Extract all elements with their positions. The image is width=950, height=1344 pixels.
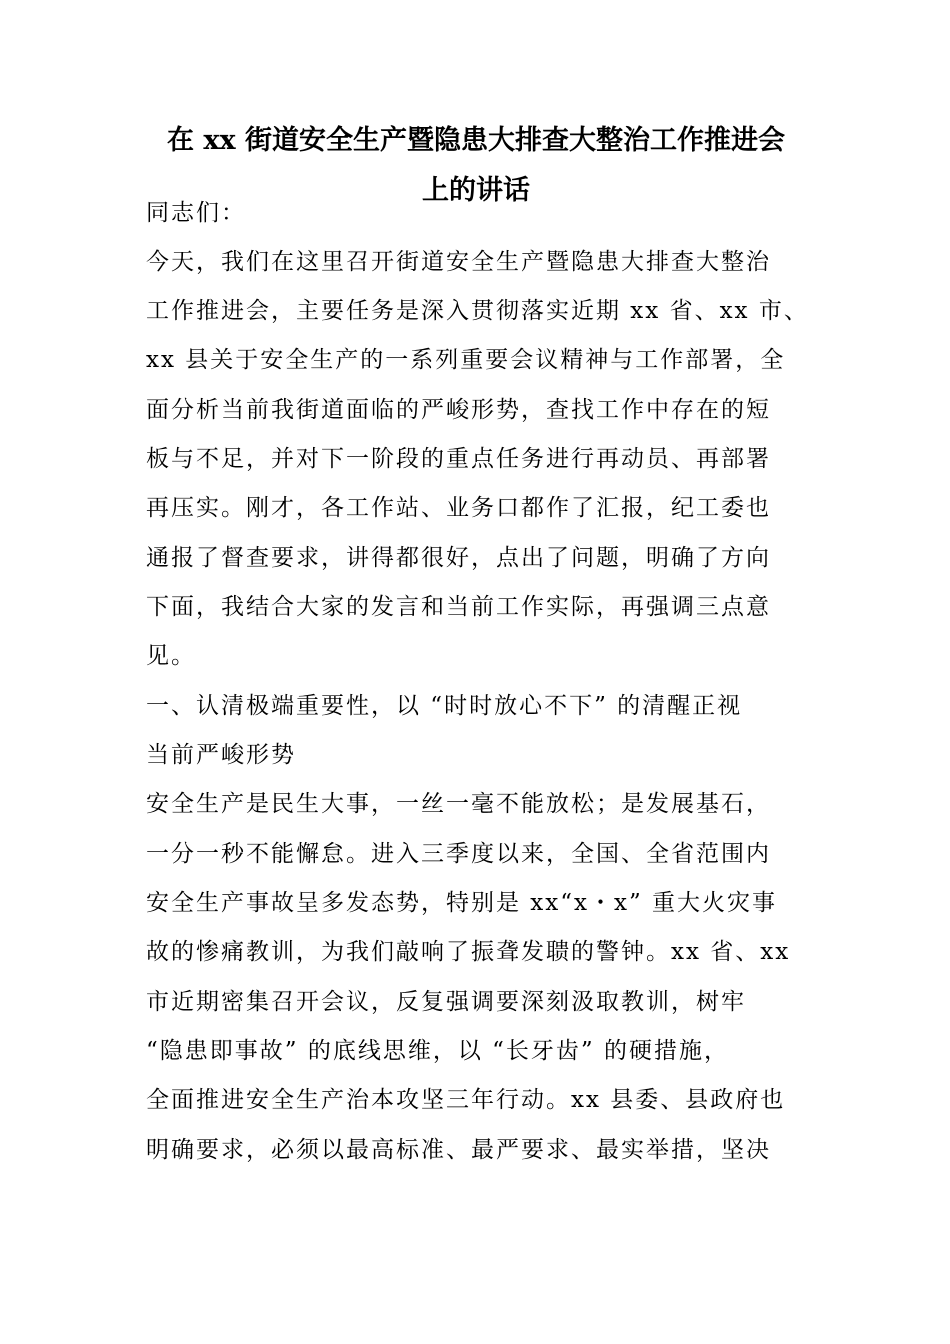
body-text-line: 一分一秒不能懈怠。进入三季度以来，全国、全省范围内 <box>146 841 771 867</box>
body-text-line: “隐患即事故” 的底线思维，以 “长牙齿” 的硬措施， <box>146 1038 729 1064</box>
body-text-line: 故的惨痛教训，为我们敲响了振聋发聩的警钟。xx 省、xx <box>146 939 791 965</box>
body-text-line: 下面，我结合大家的发言和当前工作实际，再强调三点意 <box>146 594 771 620</box>
body-text-line: 工作推进会，主要任务是深入贯彻落实近期 xx 省、xx 市、 <box>146 298 809 324</box>
body-text-line: 通报了督查要求，讲得都很好，点出了问题，明确了方向 <box>146 545 771 571</box>
section-heading-line: 当前严峻形势 <box>146 742 296 768</box>
body-text-line: 安全生产是民生大事，一丝一毫不能放松；是发展基石， <box>146 791 771 817</box>
document-title-line-2: 上的讲话 <box>422 175 530 206</box>
body-text-line: 明确要求，必须以最高标准、最严要求、最实举措，坚决 <box>146 1137 771 1163</box>
section-heading-line: 一、认清极端重要性，以 “时时放心不下” 的清醒正视 <box>146 693 743 719</box>
body-text-line: 再压实。刚才，各工作站、业务口都作了汇报，纪工委也 <box>146 495 771 521</box>
body-text-line: 今天，我们在这里召开街道安全生产暨隐患大排查大整治 <box>146 249 771 275</box>
body-text-line: 全面推进安全生产治本攻坚三年行动。xx 县委、县政府也 <box>146 1087 786 1113</box>
body-text-line: 面分析当前我街道面临的严峻形势，查找工作中存在的短 <box>146 397 771 423</box>
body-text-line: 市近期密集召开会议，反复强调要深刻汲取教训，树牢 <box>146 989 746 1015</box>
body-text-line: xx 县关于安全生产的一系列重要会议精神与工作部署，全 <box>146 347 786 373</box>
salutation: 同志们： <box>146 200 246 226</box>
document-title-line-1: 在 xx 街道安全生产暨隐患大排查大整治工作推进会 <box>167 125 785 156</box>
body-text-line: 安全生产事故呈多发态势，特别是 xx“x・x” 重大火灾事 <box>146 890 778 916</box>
body-text-line: 见。 <box>146 643 196 669</box>
body-text-line: 板与不足，并对下一阶段的重点任务进行再动员、再部署 <box>146 446 771 472</box>
